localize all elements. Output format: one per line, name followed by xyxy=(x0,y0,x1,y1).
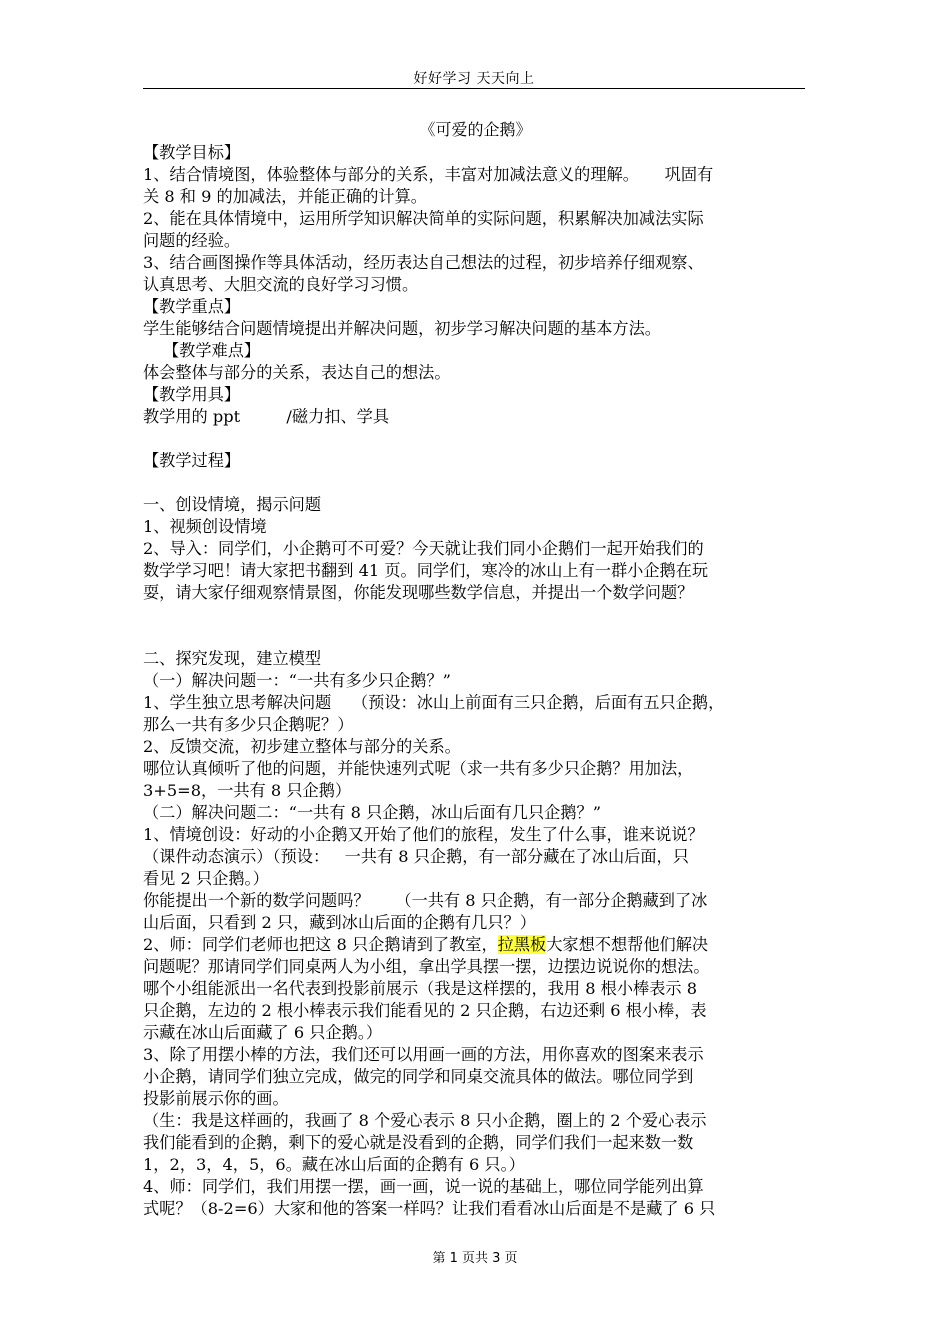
paragraph-line: 2、导入：同学们，小企鹅可不可爱？今天就让我们同小企鹅们一起开始我们的 xyxy=(143,539,704,558)
paragraph-line: （一）解决问题一：“一共有多少只企鹅？” xyxy=(143,671,451,690)
paragraph-line: 哪位认真倾听了他的问题，并能快速列式呢（求一共有多少只企鹅？用加法， xyxy=(143,759,694,778)
paragraph-line: （生：我是这样画的，我画了 8 个爱心表示 8 只小企鹅，圈上的 2 个爱心表示 xyxy=(143,1111,707,1130)
paragraph-line: 示藏在冰山后面藏了 6 只企鹅。） xyxy=(143,1023,383,1042)
paragraph-line: 3、除了用摆小棒的方法，我们还可以用画一画的方法，用你喜欢的图案来表示 xyxy=(143,1045,704,1064)
paragraph-line: 学生能够结合问题情境提出并解决问题，初步学习解决问题的基本方法。 xyxy=(143,319,661,338)
paragraph-line: 耍，请大家仔细观察情景图，你能发现哪些数学信息，并提出一个数学问题？ xyxy=(143,583,694,602)
document-body xyxy=(143,118,808,1220)
section-heading-goals: 【教学目标】 xyxy=(143,143,241,162)
paragraph-line: 2、反馈交流，初步建立整体与部分的关系。 xyxy=(143,737,461,756)
document-title: 《可爱的企鹅》 xyxy=(419,120,532,139)
paragraph-line: 你能提出一个新的数学问题吗？ （一共有 8 只企鹅，有一部分企鹅藏到了冰 xyxy=(143,891,708,910)
paragraph-line: 1，2，3，4，5，6。藏在冰山后面的企鹅有 6 只。） xyxy=(143,1155,525,1174)
page-header: 好好学习 天天向上 xyxy=(413,71,535,87)
blank-line xyxy=(143,604,808,626)
text-run: 大家想不想帮他们解决 xyxy=(546,935,709,954)
paragraph-line: 我们能看到的企鹅，剩下的爱心就是没看到的企鹅，同学们我们一起来数一数 xyxy=(143,1133,694,1152)
paragraph-line: 看见 2 只企鹅。） xyxy=(143,869,269,888)
paragraph-line: 体会整体与部分的关系，表达自己的想法。 xyxy=(143,363,451,382)
paragraph-line: 哪个小组能派出一名代表到投影前展示（我是这样摆的，我用 8 根小棒表示 8 xyxy=(143,979,698,998)
paragraph-line: 1、结合情境图，体验整体与部分的关系，丰富对加减法意义的理解。 巩固有 xyxy=(143,165,714,184)
paragraph-line: 关 8 和 9 的加减法，并能正确的计算。 xyxy=(143,187,427,206)
paragraph-line: 式呢？（8-2=6）大家和他的答案一样吗？让我们看看冰山后面是不是藏了 6 只 xyxy=(143,1199,716,1218)
paragraph-line: 2、能在具体情境中，运用所学知识解决简单的实际问题，积累解决加减法实际 xyxy=(143,209,704,228)
paragraph-line: 认真思考、大胆交流的良好学习习惯。 xyxy=(143,275,419,294)
paragraph-line: （二）解决问题二：“一共有 8 只企鹅，冰山后面有几只企鹅？” xyxy=(143,803,602,822)
blank-line xyxy=(143,472,808,494)
section-heading-process: 【教学过程】 xyxy=(143,451,241,470)
paragraph-line: （课件动态演示）（预设： 一共有 8 只企鹅，有一部分藏在了冰山后面，只 xyxy=(143,847,689,866)
paragraph-line: 1、视频创设情境 xyxy=(143,517,267,536)
subsection-heading: 一、创设情境，揭示问题 xyxy=(143,495,322,514)
paragraph-line: 小企鹅，请同学们独立完成，做完的同学和同桌交流具体的做法。哪位同学到 xyxy=(143,1067,694,1086)
blank-line xyxy=(143,428,808,450)
section-heading-difficulties: 【教学难点】 xyxy=(163,341,261,360)
paragraph-line: 1、学生独立思考解决问题 （预设：冰山上前面有三只企鹅，后面有五只企鹅， xyxy=(143,693,725,712)
paragraph-line: 山后面，只看到 2 只，藏到冰山后面的企鹅有几只？） xyxy=(143,913,536,932)
paragraph-line: 4、师：同学们，我们用摆一摆，画一画，说一说的基础上，哪位同学能列出算 xyxy=(143,1177,704,1196)
paragraph-line: 只企鹅，左边的 2 根小棒表示我们能看见的 2 只企鹅，右边还剩 6 根小棒，表 xyxy=(143,1001,707,1020)
paragraph-line: 3+5=8，一共有 8 只企鹅） xyxy=(143,781,352,800)
subsection-heading: 二、探究发现，建立模型 xyxy=(143,649,322,668)
paragraph-line: 问题的经验。 xyxy=(143,231,241,250)
paragraph-line: 数学学习吧！请大家把书翻到 41 页。同学们，寒冷的冰山上有一群小企鹅在玩 xyxy=(143,561,709,580)
highlighted-text: 拉黑板 xyxy=(497,935,547,954)
section-heading-key-points: 【教学重点】 xyxy=(143,297,241,316)
blank-line xyxy=(143,626,808,648)
text-run: 2、师：同学们老师也把这 8 只企鹅请到了教室， xyxy=(143,935,498,954)
paragraph-line: 教学用的 ppt /磁力扣、学具 xyxy=(143,407,390,426)
section-heading-tools: 【教学用具】 xyxy=(143,385,241,404)
header-divider xyxy=(143,88,805,89)
paragraph-line xyxy=(143,934,808,956)
paragraph-line: 那么一共有多少只企鹅呢？） xyxy=(143,715,354,734)
paragraph-line: 3、结合画图操作等具体活动，经历表达自己想法的过程，初步培养仔细观察、 xyxy=(143,253,704,272)
page-number-footer: 第 1 页共 3 页 xyxy=(432,1251,518,1266)
paragraph-line: 1、情境创设：好动的小企鹅又开始了他们的旅程，发生了什么事，谁来说说？ xyxy=(143,825,704,844)
paragraph-line: 投影前展示你的画。 xyxy=(143,1089,289,1108)
paragraph-line: 问题呢？那请同学们同桌两人为小组，拿出学具摆一摆，边摆边说说你的想法。 xyxy=(143,957,710,976)
